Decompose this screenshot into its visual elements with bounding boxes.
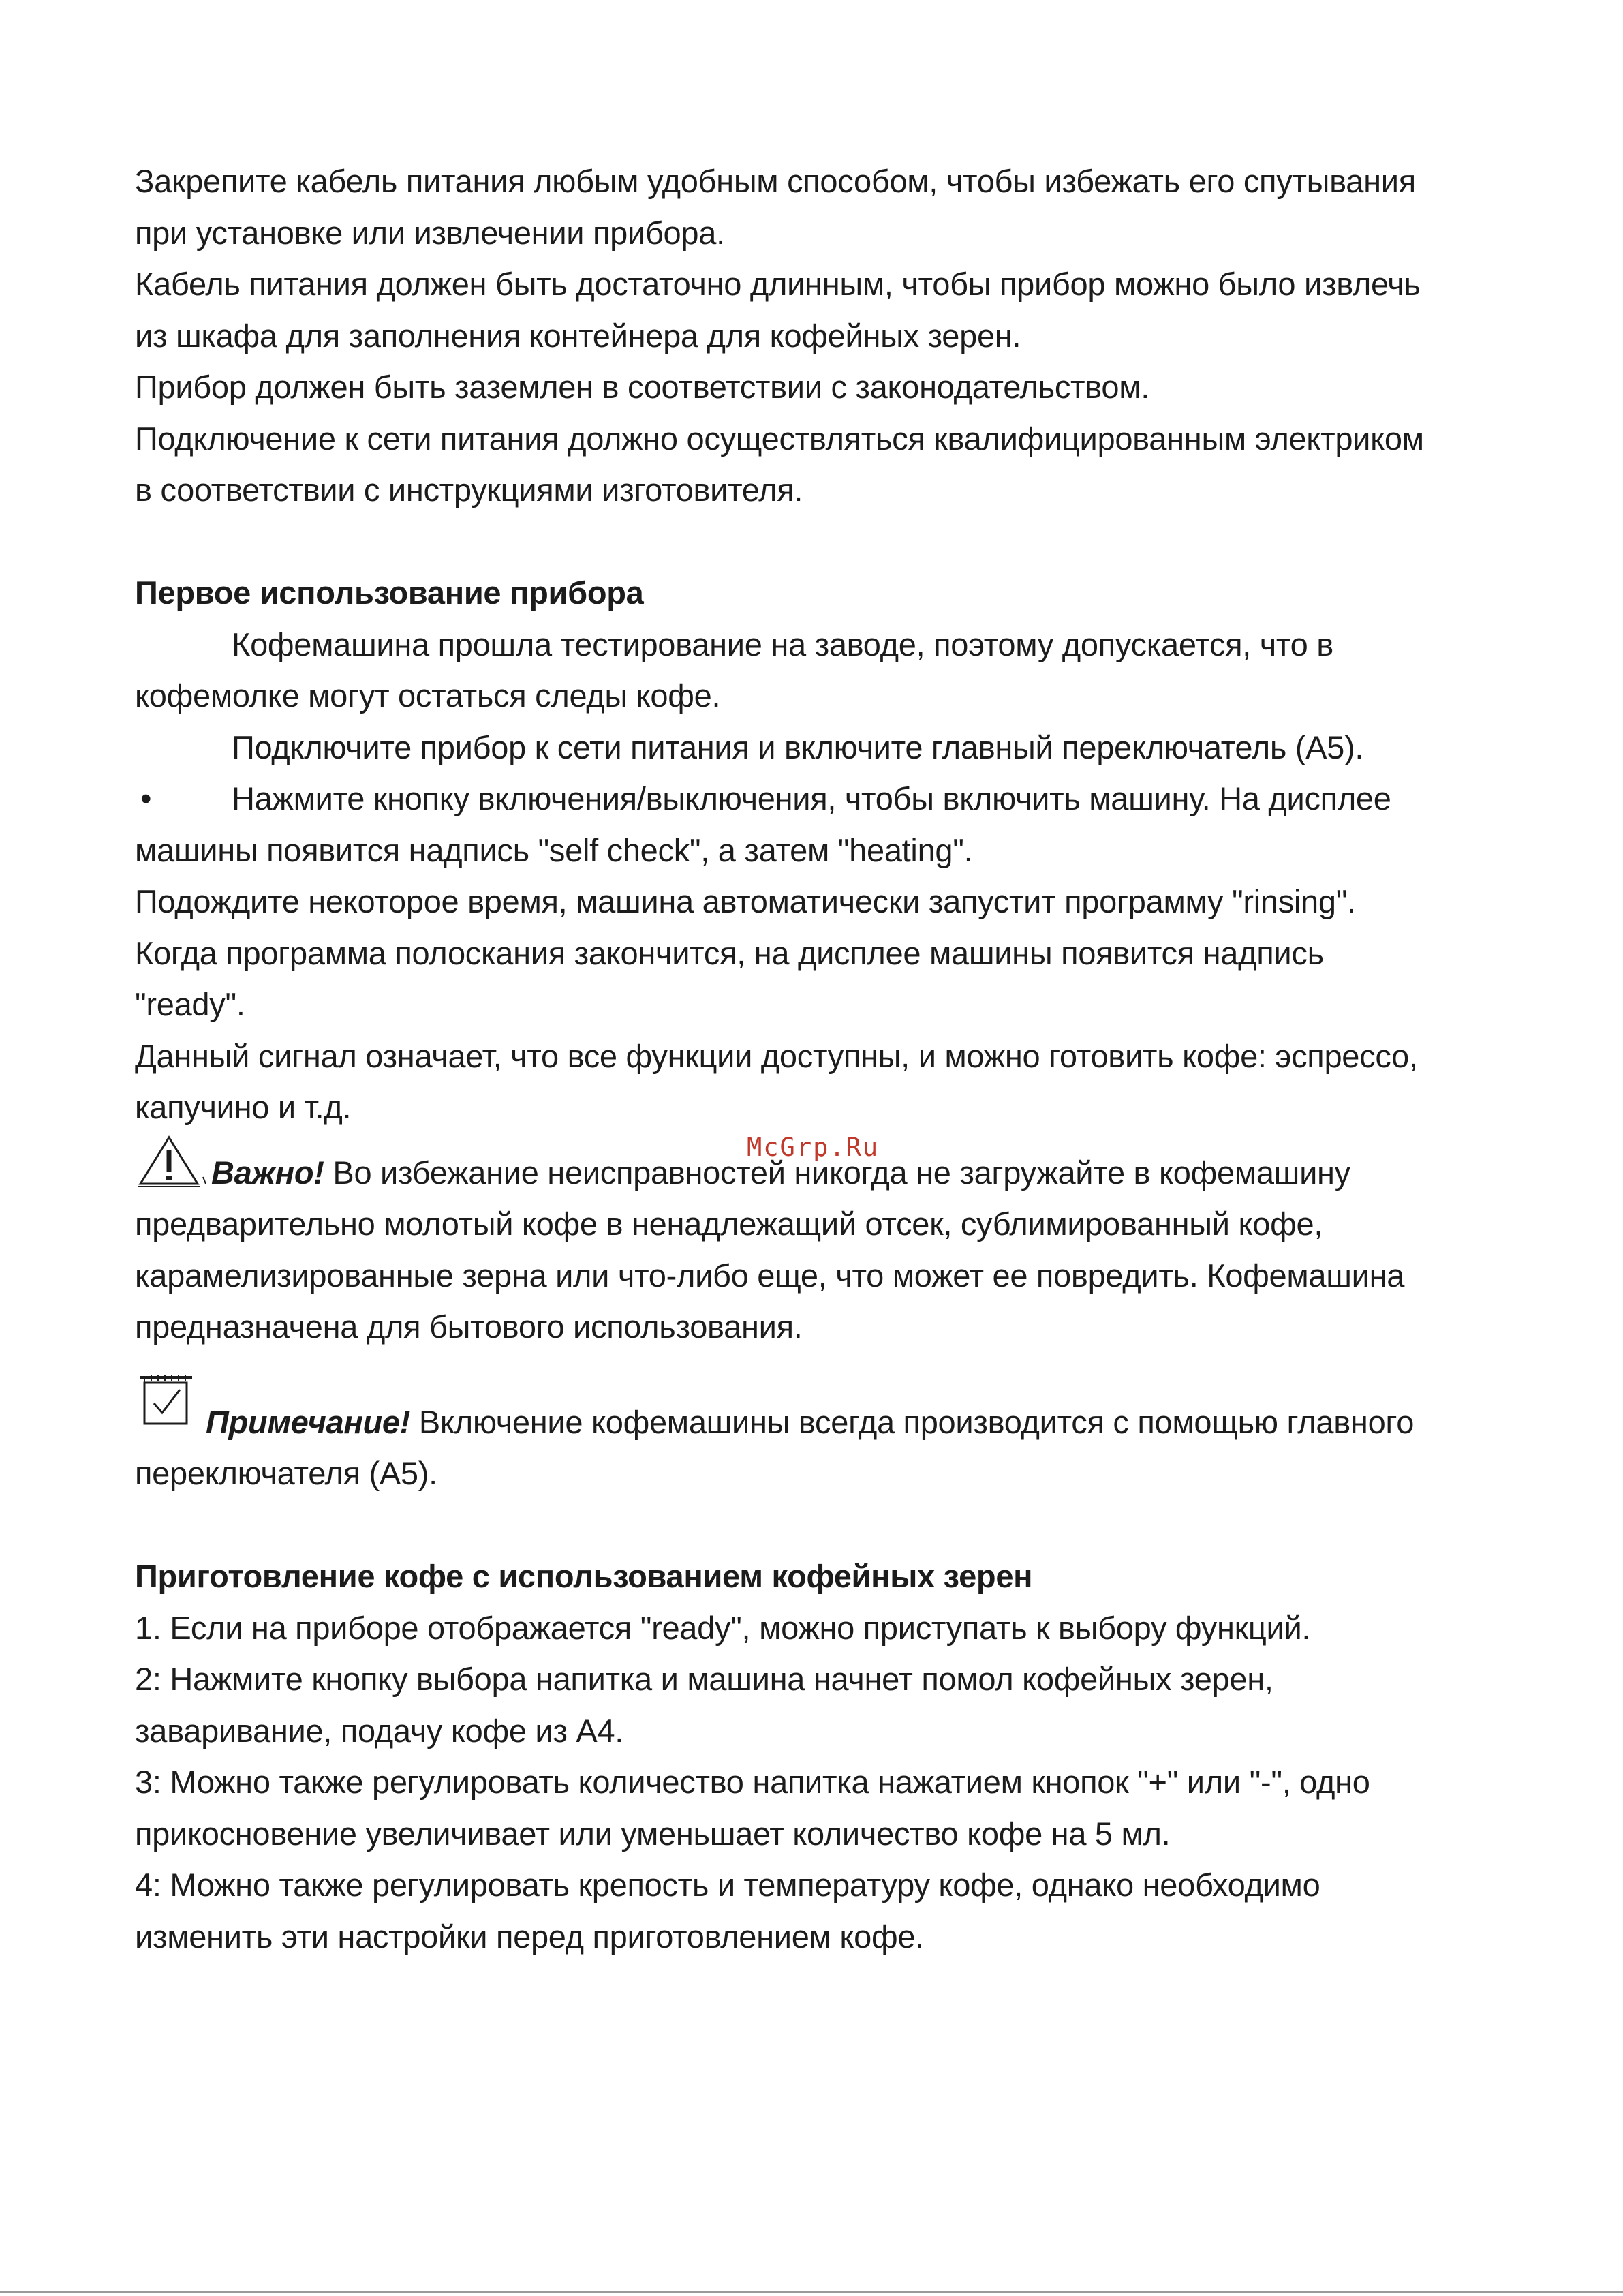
first-use-line: Данный сигнал означает, что все функции доступны, и можно готовить кофе: эспрессо, (135, 1037, 1418, 1074)
note-text: Включение кофемашины всегда производится с помощью главного (410, 1403, 1415, 1440)
section-heading-beans: Приготовление кофе с использованием кофейных зерен (135, 1558, 1033, 1594)
first-use-line: капучино и т.д. (135, 1089, 352, 1125)
beans-step: 3: Можно также регулировать количество напитка нажатием кнопок "+" или "-", одно (135, 1764, 1370, 1800)
bullet-item (135, 773, 1525, 825)
warning-line: карамелизированные зерна или что-либо еще, что может ее повредить. Кофемашина (135, 1257, 1405, 1294)
note-block (135, 1372, 1525, 1499)
first-use-line: кофемолке могут остаться следы кофе. (135, 677, 721, 714)
first-use-line: Когда программа полоскания закончится, на дисплее машины появится надпись (135, 934, 1324, 971)
first-use-line: машины появится надпись "self check", а затем "heating". (135, 831, 973, 868)
warning-block (135, 1133, 1525, 1353)
intro-line: при установке или извлечении прибора. (135, 214, 725, 251)
document-body (135, 155, 1525, 1962)
note-line: переключателя (A5). (135, 1455, 437, 1491)
beans-step: 2: Нажмите кнопку выбора напитка и машина начнет помол кофейных зерен, (135, 1661, 1273, 1697)
beans-step: прикосновение увеличивает или уменьшает количество кофе на 5 мл. (135, 1815, 1171, 1852)
first-use-line: Подождите некоторое время, машина автоматически запустит программу "rinsing". (135, 883, 1356, 919)
warning-text: Во избежание неисправностей никогда не загружайте в кофемашину (324, 1154, 1350, 1191)
beans-step: изменить эти настройки перед приготовлением кофе. (135, 1918, 924, 1955)
bullet-marker: • (140, 780, 152, 816)
warning-triangle-icon (135, 1133, 208, 1189)
intro-section (135, 155, 1525, 516)
beans-step: 4: Можно также регулировать крепость и температуру кофе, однако необходимо (135, 1867, 1320, 1903)
bullet-text: Нажмите кнопку включения/выключения, чтобы включить машину. На дисплее (232, 780, 1391, 816)
first-use-line: Подключите прибор к сети питания и включите главный переключатель (A5). (232, 729, 1364, 765)
spacer (135, 516, 1525, 568)
page-bottom-divider (0, 2291, 1623, 2293)
beans-section (135, 1550, 1525, 1962)
beans-step: заваривание, подачу кофе из A4. (135, 1712, 624, 1749)
beans-step: 1. Если на приборе отображается "ready", можно приступать к выбору функций. (135, 1609, 1311, 1646)
first-use-line: "ready". (135, 986, 245, 1022)
warning-line: предварительно молотый кофе в ненадлежащий отсек, сублимированный кофе, (135, 1206, 1323, 1242)
section-heading-first-use: Первое использование прибора (135, 575, 644, 611)
warning-line: предназначена для бытового использования. (135, 1308, 803, 1345)
notepad-check-icon (135, 1372, 200, 1426)
intro-line: Прибор должен быть заземлен в соответствии с законодательством. (135, 369, 1150, 405)
note-first-line (135, 1372, 1525, 1448)
intro-line: Закрепите кабель питания любым удобным способом, чтобы избежать его спутывания (135, 163, 1416, 199)
intro-line: Подключение к сети питания должно осуществляться квалифицированным электриком (135, 420, 1424, 457)
note-label: Примечание! (206, 1403, 411, 1440)
intro-line: Кабель питания должен быть достаточно длинным, чтобы прибор можно было извлечь (135, 266, 1421, 302)
first-use-line: Кофемашина прошла тестирование на заводе, поэтому допускается, что в (232, 626, 1333, 662)
watermark: McGrp.Ru (747, 1133, 880, 1162)
spacer (135, 1499, 1525, 1551)
first-use-section (135, 567, 1525, 1133)
intro-line: из шкафа для заполнения контейнера для кофейных зерен. (135, 317, 1021, 354)
intro-line: в соответствии с инструкциями изготовителя. (135, 472, 803, 508)
warning-label: Важно! (211, 1154, 324, 1191)
